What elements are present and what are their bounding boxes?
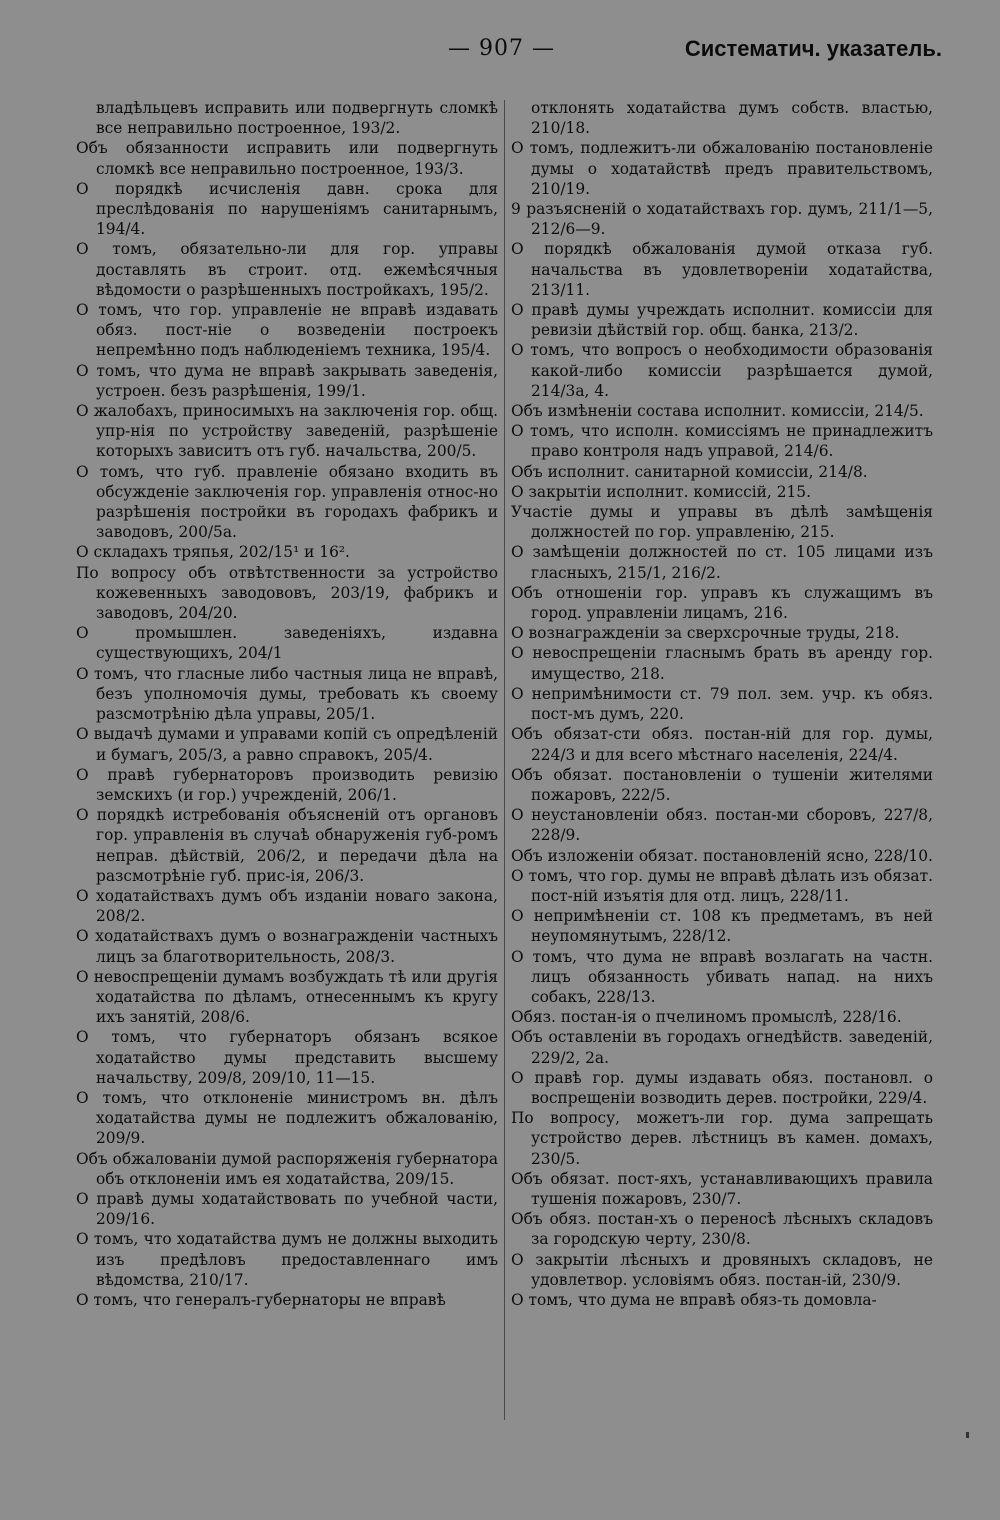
right-column xyxy=(511,98,933,1310)
index-entry: О томъ, что губ. правленіе обязано входить въ обсужденіе заключенія гор. управленія относ-но разрѣшенія постройки въ городахъ фабрикъ и заводовъ, 200/5а. xyxy=(76,462,498,542)
index-entry: О томъ, что дума не вправѣ обяз-ть домовла- xyxy=(511,1290,877,1309)
index-entry: О выдачѣ думами и управами копій съ опредѣленій и бумагъ, 205/3, а равно справокъ, 205/4. xyxy=(76,725,498,764)
index-entry: Объ изложеніи обязат. постановленій ясно, 228/10. xyxy=(511,846,933,865)
index-entry: О томъ, что отклоненіе министромъ вн. дѣлъ ходатайства думы не подлежитъ обжалованію, 209/9. xyxy=(76,1088,498,1148)
index-entry: О правѣ думы учреждать исполнит. комиссіи для ревизіи дѣйствій гор. общ. банка, 213/2. xyxy=(511,301,933,340)
index-entry: О томъ, что исполн. комиссіямъ не принадлежитъ право контроля надъ управой, 214/6. xyxy=(511,422,933,461)
running-title: Систематич. указатель. xyxy=(684,36,942,61)
index-entry: О томъ, обязательно-ли для гор. управы доставлять въ строит. отд. ежемѣсячныя вѣдомости о разрѣшенныхъ постройкахъ, 195/2. xyxy=(76,240,498,299)
index-entry: О правѣ думы ходатайствовать по учебной части, 209/16. xyxy=(76,1189,498,1229)
index-entry: О ходатайствахъ думъ о вознагражденіи частныхъ лицъ за благотворительность, 208/3. xyxy=(76,927,498,966)
index-entry: О томъ, что дума не вправѣ возлагать на частн. лицъ обязанность убивать напад. на нихъ собакъ, 228/13. xyxy=(511,947,933,1006)
index-entry: О томъ, подлежитъ-ли обжалованію постановленіе думы о ходатайствѣ предъ правительствомъ, 210/19. xyxy=(511,139,933,198)
left-column xyxy=(76,98,498,1310)
index-entry: О томъ, что гор. думы не вправѣ дѣлать изъ обязат. пост-ній изъятія для отд. лицъ, 228/11. xyxy=(511,866,933,905)
index-entry: О томъ, что вопросъ о необходимости образованія какой-либо комиссіи разрѣшается думой, 214/3а, 4. xyxy=(511,341,933,400)
index-entry: О промышлен. заведеніяхъ, издавна существующихъ, 204/1 xyxy=(76,624,498,663)
index-entry: О закрытіи исполнит. комиссій, 215. xyxy=(511,482,811,501)
index-entry: О неустановленіи обяз. постан-ми сборовъ, 227/8, 228/9. xyxy=(511,806,933,845)
index-entry: Объ измѣненіи состава исполнит. комиссіи, 214/5. xyxy=(511,402,924,421)
index-entry: По вопросу, можетъ-ли гор. дума запрещать устройство дерев. лѣстницъ въ камен. домахъ, 230/5. xyxy=(511,1109,933,1168)
index-entry: Объ обязанности исправить или подвергнуть сломкѣ все неправильно построенное, 193/3. xyxy=(76,139,498,178)
index-entry: О ходатайствахъ думъ объ изданіи новаго закона, 208/2. xyxy=(76,886,498,926)
index-entry: О томъ, что гор. управленіе не вправѣ издавать обяз. пост-ніе о возведеніи построекъ непремѣнно подъ наблюденіемъ техника, 195/4. xyxy=(76,301,498,360)
index-entry: О томъ, что ходатайства думъ не должны выходить изъ предѣловъ предоставленнаго имъ вѣдомства, 210/17. xyxy=(76,1230,498,1289)
index-entry: О замѣщеніи должностей по ст. 105 лицами изъ гласныхъ, 215/1, 216/2. xyxy=(511,543,933,582)
index-entry: О невоспрещеніи гласнымъ брать въ аренду гор. имущество, 218. xyxy=(511,644,933,683)
index-entry: О невоспрещеніи думамъ возбуждать тѣ или другія ходатайства по дѣламъ, отнесеннымъ къ кругу ихъ занятій, 208/6. xyxy=(76,967,498,1027)
index-entry: О вознагражденіи за сверхсрочные труды, 218. xyxy=(511,624,900,643)
index-entry: О непримѣненіи ст. 108 къ предметамъ, въ ней неупомянутымъ, 228/12. xyxy=(511,907,933,946)
index-entry: О правѣ гор. думы издавать обяз. постановл. о воспрещеніи возводить дерев. постройки, 229/4. xyxy=(511,1068,933,1107)
index-entry: О томъ, что дума не вправѣ закрывать заведенія, устроен. безъ разрѣшенія, 199/1. xyxy=(76,361,498,400)
index-entry: 9 разъясненій о ходатайствахъ гор. думъ, 211/1—5, 212/6—9. xyxy=(511,200,933,239)
index-entry: О непримѣнимости ст. 79 пол. зем. учр. къ обяз. пост-мъ думъ, 220. xyxy=(511,684,933,724)
index-entry: Объ обжалованіи думой распоряженія губернатора объ отклоненіи имъ ея ходатайства, 209/15. xyxy=(76,1149,498,1188)
index-entry: Объ оставленіи въ городахъ огнедѣйств. заведеній, 229/2, 2а. xyxy=(511,1028,933,1067)
speck-mark xyxy=(966,1432,969,1438)
index-entry: Объ отношеніи гор. управъ къ служащимъ въ город. управленіи лицамъ, 216. xyxy=(511,583,933,623)
index-entry: О порядкѣ истребованія объясненій отъ органовъ гор. управленія въ случаѣ обнаруженія губ-ромъ неправ. дѣйствій, 206/2, и передачи дѣла на разсмотрѣніе губ. прис-ія, 206/3. xyxy=(76,806,498,885)
index-entry: Объ обязат. постановленіи о тушеніи жителями пожаровъ, 222/5. xyxy=(511,765,933,804)
index-entry: О порядкѣ исчисленія давн. срока для преслѣдованія по нарушеніямъ санитарнымъ, 194/4. xyxy=(76,179,498,239)
index-entry: Объ обязат-сти обяз. постан-ній для гор. думы, 224/3 и для всего мѣстнаго населенія, 224/4. xyxy=(511,725,933,764)
index-entry: О правѣ губернаторовъ производить ревизію земскихъ (и гор.) учрежденій, 206/1. xyxy=(76,765,498,804)
index-entry: О томъ, что генералъ-губернаторы не вправѣ xyxy=(76,1290,446,1309)
index-entry: Объ обяз. постан-хъ о переносѣ лѣсныхъ складовъ за городскую черту, 230/8. xyxy=(511,1210,933,1249)
index-entry: отклонять ходатайства думъ собств. властью, 210/18. xyxy=(531,99,933,138)
index-entry: Обяз. постан-ія о пчелиномъ промыслѣ, 228/16. xyxy=(511,1008,902,1027)
index-entry: О закрытіи лѣсныхъ и дровяныхъ складовъ, не удовлетвор. условіямъ обяз. постан-ій, 230/9. xyxy=(511,1250,933,1289)
column-divider xyxy=(504,100,505,1420)
index-entry: По вопросу объ отвѣтственности за устройство кожевенныхъ заводововъ, 203/19, фабрикъ и заводовъ, 204/20. xyxy=(76,563,498,623)
page-header xyxy=(0,36,1000,76)
index-entry: Участіе думы и управы въ дѣлѣ замѣщенія должностей по гор. управленію, 215. xyxy=(511,503,933,542)
index-entry: О томъ, что гласные либо частныя лица не вправѣ, безъ уполномочія думы, требовать къ своему разсмотрѣнію дѣла управы, 205/1. xyxy=(76,664,498,724)
index-entry: владѣльцевъ исправить или подвергнуть сломкѣ все неправильно построенное, 193/2. xyxy=(96,99,498,138)
index-entry: О складахъ тряпья, 202/15¹ и 16². xyxy=(76,543,350,562)
index-entry: О томъ, что губернаторъ обязанъ всякое ходатайство думы представить высшему начальству, 209/8, 209/10, 11—15. xyxy=(76,1028,498,1087)
index-entry: Объ обязат. пост-яхъ, устанавливающихъ правила тушенія пожаровъ, 230/7. xyxy=(511,1169,933,1208)
page-number: — 907 — xyxy=(448,36,555,61)
index-entry: Объ исполнит. санитарной комиссіи, 214/8. xyxy=(511,462,868,481)
index-entry: О порядкѣ обжалованія думой отказа губ. начальства въ удовлетвореніи ходатайства, 213/11. xyxy=(511,240,933,299)
index-entry: О жалобахъ, приносимыхъ на заключенія гор. общ. упр-нія по устройству заведеній, разрѣшеніе которыхъ зависитъ отъ губ. начальства, 200/5. xyxy=(76,402,498,461)
